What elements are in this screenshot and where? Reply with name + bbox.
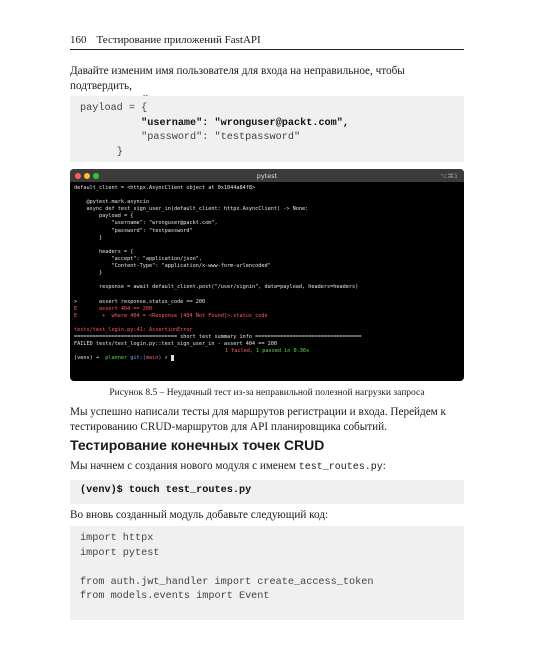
intro-line: Давайте изменим имя пользователя для входа на неправильное, чтобы подтвердить, [70,65,405,92]
terminal-screenshot [70,169,464,381]
terminal-line: } [74,270,103,277]
terminal-line [74,291,460,298]
terminal-prompt: (venv) ➜ planner git:(main) ✗ [74,355,460,362]
terminal-line: default_client = <httpx.AsyncClient object at 0x1044a84f8> [74,185,256,191]
terminal-line: response = await default_client.post("/user/signin", data=payload, headers=headers) [74,284,359,291]
code-line: import httpx [80,533,154,544]
terminal-line: "accept": "application/json", [74,255,203,262]
terminal-titlebar [70,169,464,182]
imports-code-block [70,526,464,620]
terminal-error-location: tests/test_login.py:41: AssertionError [74,326,193,333]
terminal-line [74,277,460,284]
terminal-result-line [74,348,460,355]
passed-count: 1 passed in 0.36s [252,348,310,355]
terminal-line: headers = { [74,248,134,255]
code-line: from auth.jwt_handler import create_access_token [80,576,374,588]
paragraph-line: Мы успешно написали тесты для маршрутов регистрации и входа. Перейдем к [70,406,446,418]
terminal-title: pytest [256,172,278,180]
running-title: Тестирование приложений FastAPI [96,34,261,46]
code-line: "username": "wronguser@packt.com", [141,117,350,129]
paragraph-line: тестированию CRUD-маршрутов для API планировщика событий. [70,420,387,433]
running-header [70,34,261,46]
terminal-line [74,192,460,199]
body-paragraph: Во вновь созданный модуль добавьте следующий код: [70,509,329,521]
terminal-line: @pytest.mark.asyncio [74,199,149,206]
terminal-error-line: E assert 404 == 200 [74,305,153,312]
code-line: import pytest [80,547,160,559]
terminal-shortcut: ⌥⌘1 [439,172,458,180]
terminal-line [74,242,460,249]
code-line: "password": "testpassword" [141,132,301,143]
command-block: (venv)$ touch test_routes.py [70,480,464,504]
figure-caption: Рисунок 8.5 – Неудачный тест из-за неправильной полезной нагрузки запроса [109,388,425,398]
terminal-line: } [74,234,103,241]
code-line: payload = { [80,103,148,114]
body-paragraph [70,405,466,434]
code-line: from models.events import Event [80,591,270,602]
terminal-summary-separator: ================================= short test summary info ================================== [74,333,362,340]
code-line: } [116,146,123,158]
terminal-line: payload = { [74,213,134,220]
terminal-line [74,320,460,327]
terminal-cursor [171,355,174,361]
failed-count: 1 failed, [224,348,253,355]
terminal-line: "password": "testpassword" [74,227,193,234]
terminal-line: "username": "wronguser@packt.com", [74,220,218,227]
inline-code: test_routes.py [298,462,383,473]
page-number: 160 [70,34,87,46]
payload-code-block [70,96,464,162]
terminal-error-line: E + where 404 = <Response [404 Not Found]>.status_code [74,312,268,319]
body-paragraph: Мы начнем с создания нового модуля с именем test_routes.py: [70,460,386,473]
terminal-line: FAILED tests/test_login.py::test_sign_user_in - assert 404 == 200 [74,341,278,348]
terminal-line: "Content-Type": "application/x-www-form-urlencoded" [74,263,271,270]
terminal-output [70,182,464,365]
terminal-line: > assert response.status_code == 200 [74,298,206,305]
terminal-line: async def test_sign_user_in(default_client: httpx.AsyncClient) -> None: [74,206,309,213]
code-line [80,561,454,576]
section-heading: Тестирование конечных точек CRUD [70,437,325,453]
header-rule [70,49,464,50]
